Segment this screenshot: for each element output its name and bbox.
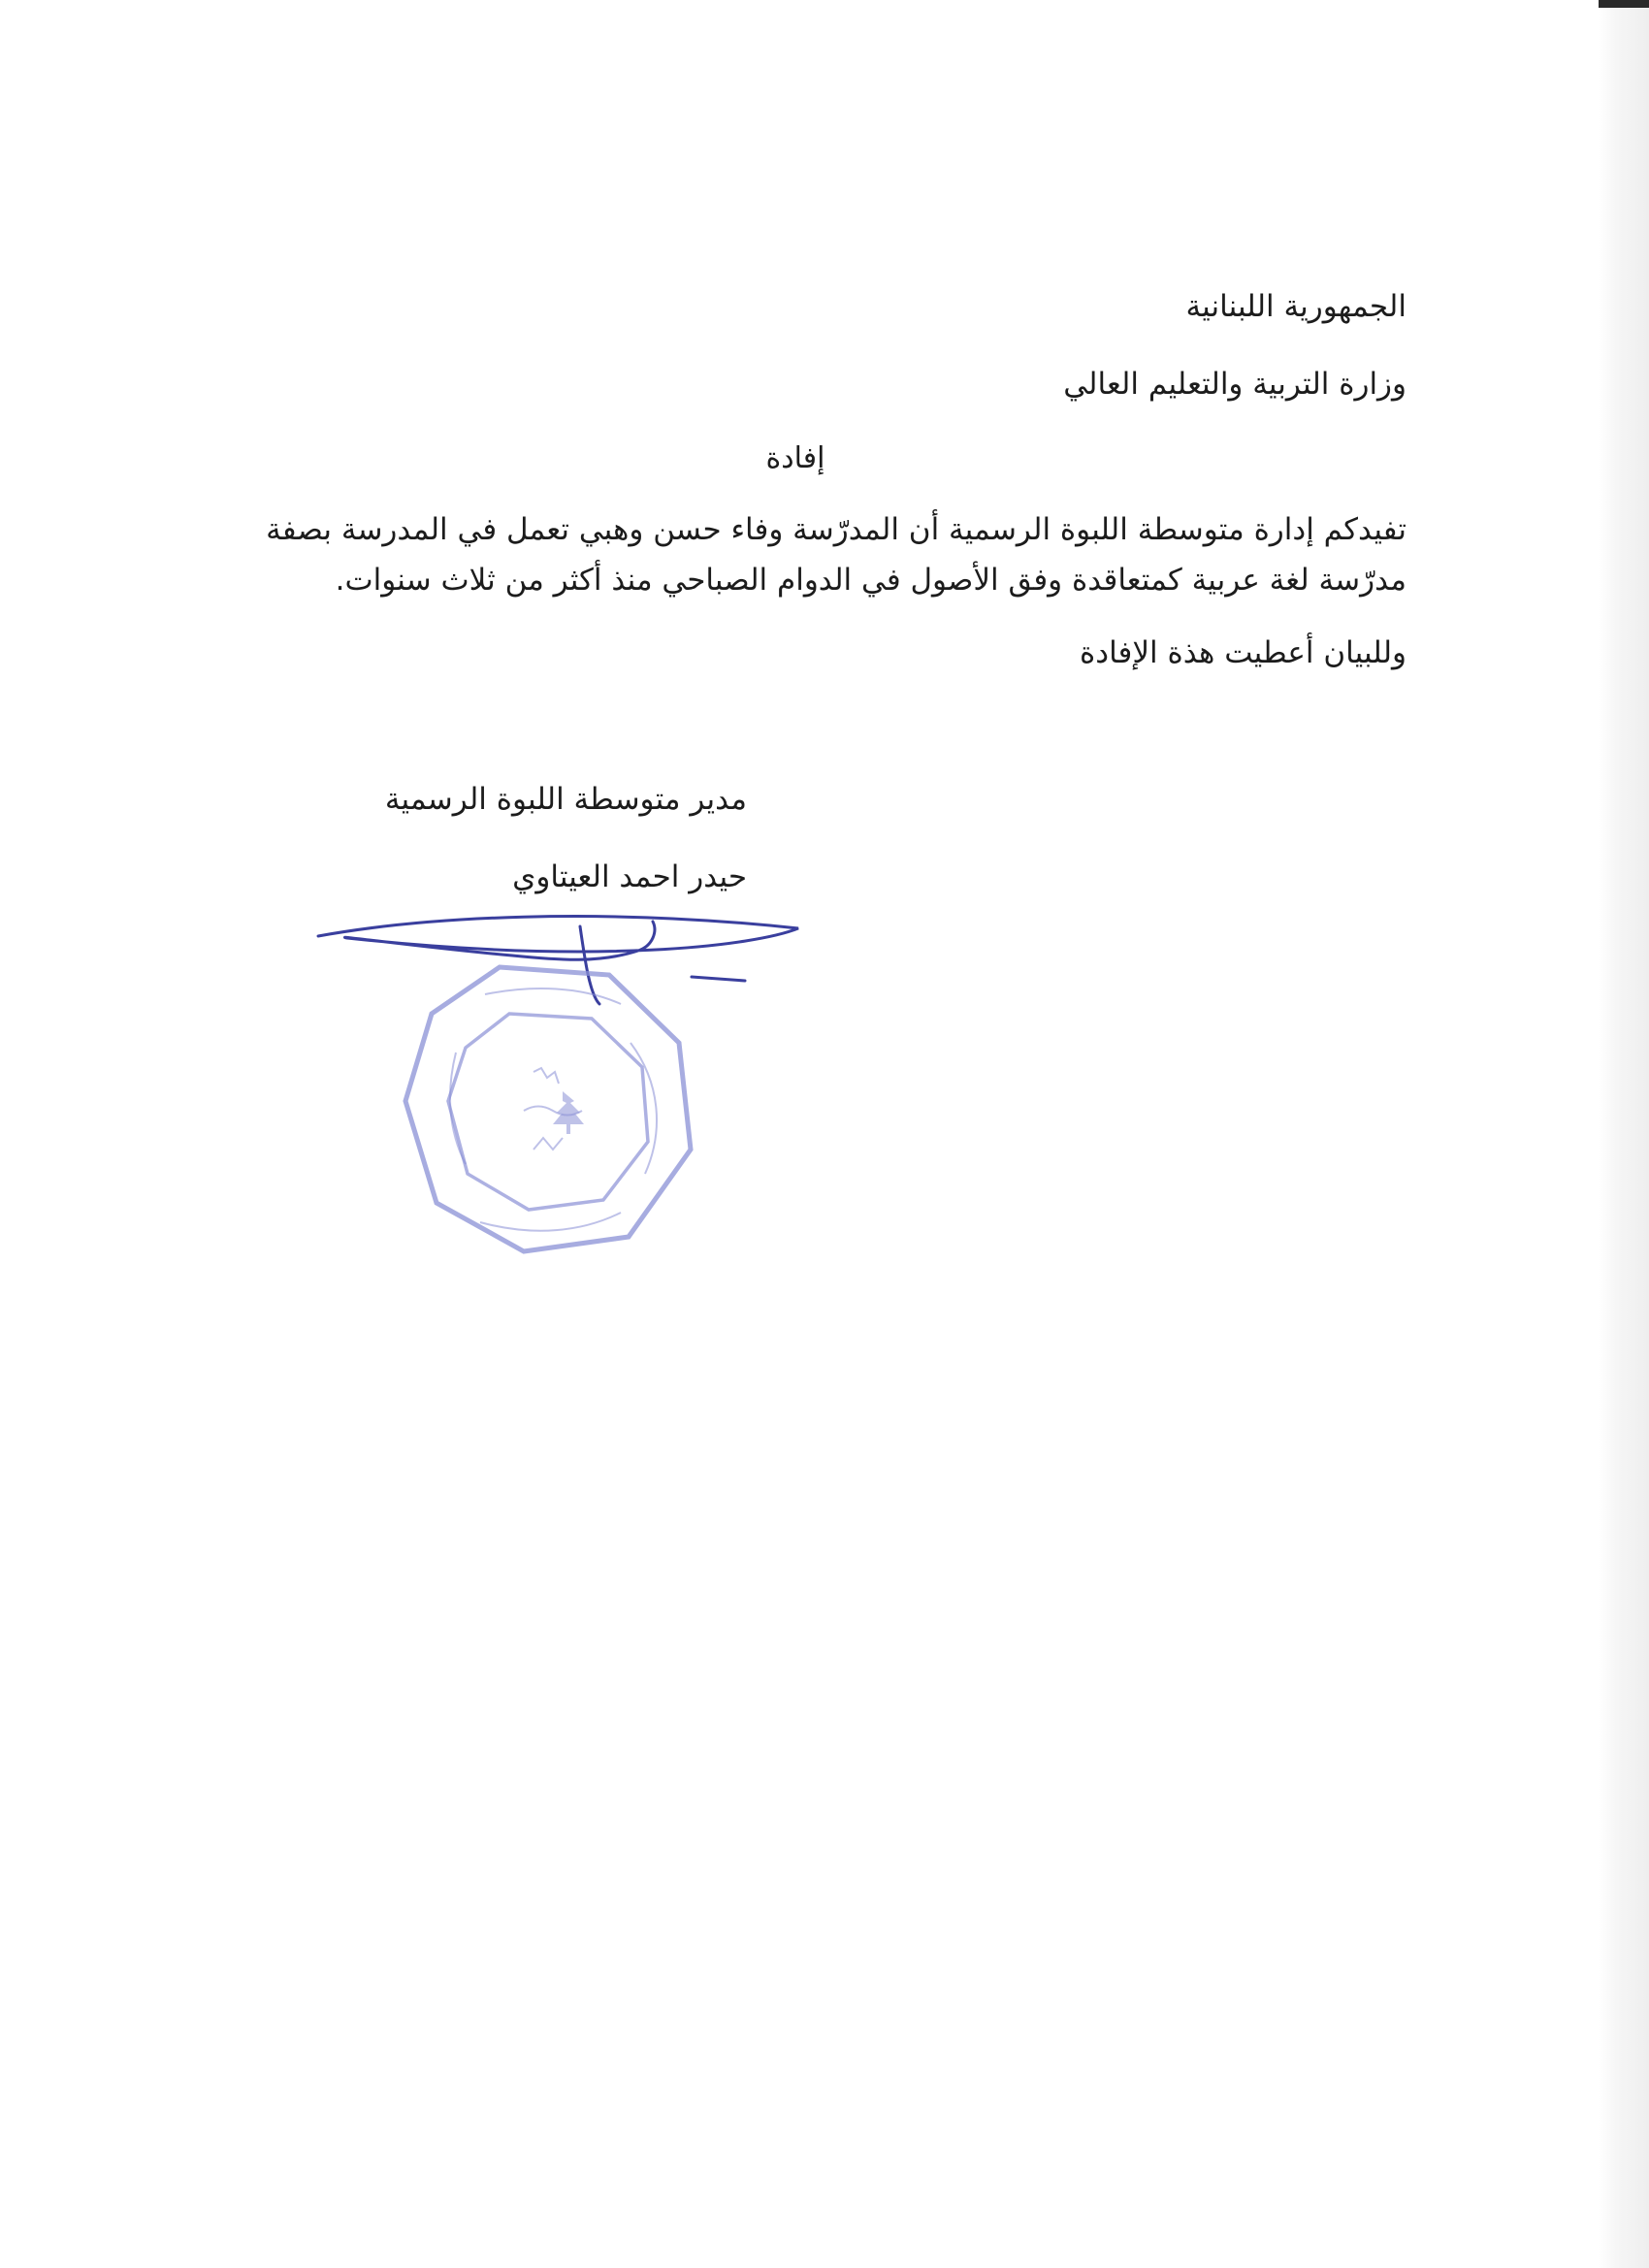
official-stamp (388, 956, 708, 1266)
body-line-2: مدرّسة لغة عربية كمتعاقدة وفق الأصول في الدوام الصباحي منذ أكثر من ثلاث سنوات. (335, 563, 1406, 598)
closing-statement: وللبيان أعطيت هذة الإفادة (1080, 635, 1406, 670)
scan-corner-mark (1599, 0, 1649, 8)
signatory-name: حيدر احمد العيتاوي (512, 859, 747, 894)
scan-edge-shadow (1599, 0, 1649, 2268)
document-title: إفادة (765, 441, 825, 475)
ministry-header: وزارة التربية والتعليم العالي (1063, 367, 1406, 402)
body-line-1: تفيدكم إدارة متوسطة اللبوة الرسمية أن المدرّسة وفاء حسن وهبي تعمل في المدرسة بصفة (266, 512, 1406, 547)
document-body (266, 504, 1406, 605)
signatory-title: مدير متوسطة اللبوة الرسمية (384, 782, 747, 817)
republic-header: الجمهورية اللبنانية (1185, 289, 1406, 324)
